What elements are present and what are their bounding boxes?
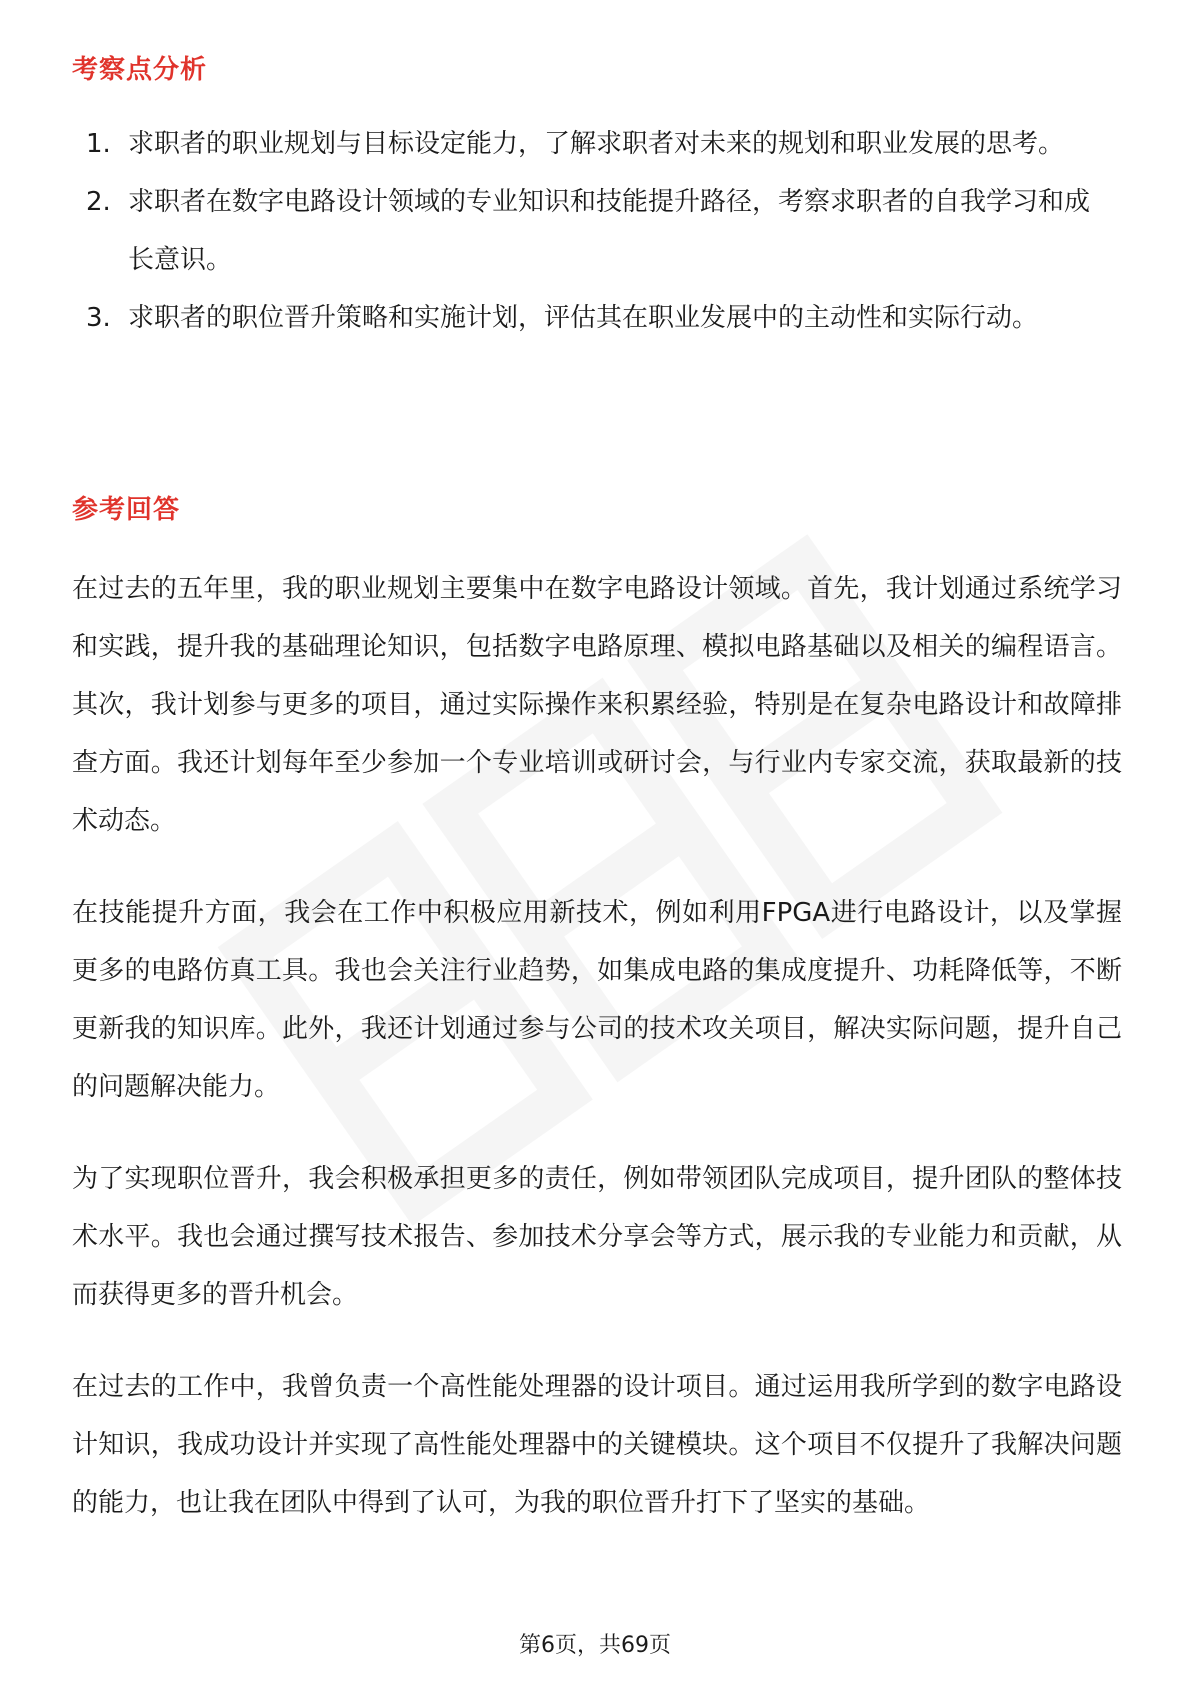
page-indicator: 第6页，共69页: [519, 1633, 671, 1658]
point-number: 1.: [86, 129, 111, 159]
answer-paragraph: 在过去的五年里，我的职业规划主要集中在数字电路设计领域。首先，我计划通过系统学习和实践，提升我的基础理论知识，包括数字电路原理、模拟电路基础以及相关的编程语言。其次，我计划参与更多的项目，通过实际操作来积累经验，特别是在复杂电路设计和故障排查方面。我还计划每年至少参加一个专业培训或研讨会，与行业内专家交流，获取最新的技术动态。: [72, 574, 1122, 836]
answer-paragraph: 为了实现职位晋升，我会积极承担更多的责任，例如带领团队完成项目，提升团队的整体技术水平。我也会通过撰写技术报告、参加技术分享会等方式，展示我的专业能力和贡献，从而获得更多的晋升机会。: [72, 1164, 1122, 1310]
answer-paragraph: 在过去的工作中，我曾负责一个高性能处理器的设计项目。通过运用我所学到的数字电路设计知识，我成功设计并实现了高性能处理器中的关键模块。这个项目不仅提升了我解决问题的能力，也让我在团队中得到了认可，为我的职位晋升打下了坚实的基础。: [72, 1372, 1122, 1518]
answer-paragraph: 在技能提升方面，我会在工作中积极应用新技术，例如利用FPGA进行电路设计，以及掌握更多的电路仿真工具。我也会关注行业趋势，如集成电路的集成度提升、功耗降低等，不断更新我的知识库。此外，我还计划通过参与公司的技术攻关项目，解决实际问题，提升自己的问题解决能力。: [72, 898, 1122, 1102]
answer-heading: 参考回答: [72, 495, 181, 525]
analysis-point-list: [72, 115, 1112, 347]
analysis-point: [72, 115, 1112, 173]
analysis-heading: 考察点分析: [72, 55, 208, 85]
point-number: 2.: [86, 187, 111, 217]
answer-body: [72, 560, 1122, 1566]
analysis-point: [72, 173, 1112, 289]
analysis-point: [72, 289, 1112, 347]
point-text: 求职者在数字电路设计领域的专业知识和技能提升路径，考察求职者的自我学习和成长意识。: [128, 187, 1091, 275]
point-number: 3.: [86, 303, 111, 333]
point-text: 求职者的职位晋升策略和实施计划，评估其在职业发展中的主动性和实际行动。: [128, 303, 1039, 333]
point-text: 求职者的职业规划与目标设定能力，了解求职者对未来的规划和职业发展的思考。: [128, 129, 1065, 159]
